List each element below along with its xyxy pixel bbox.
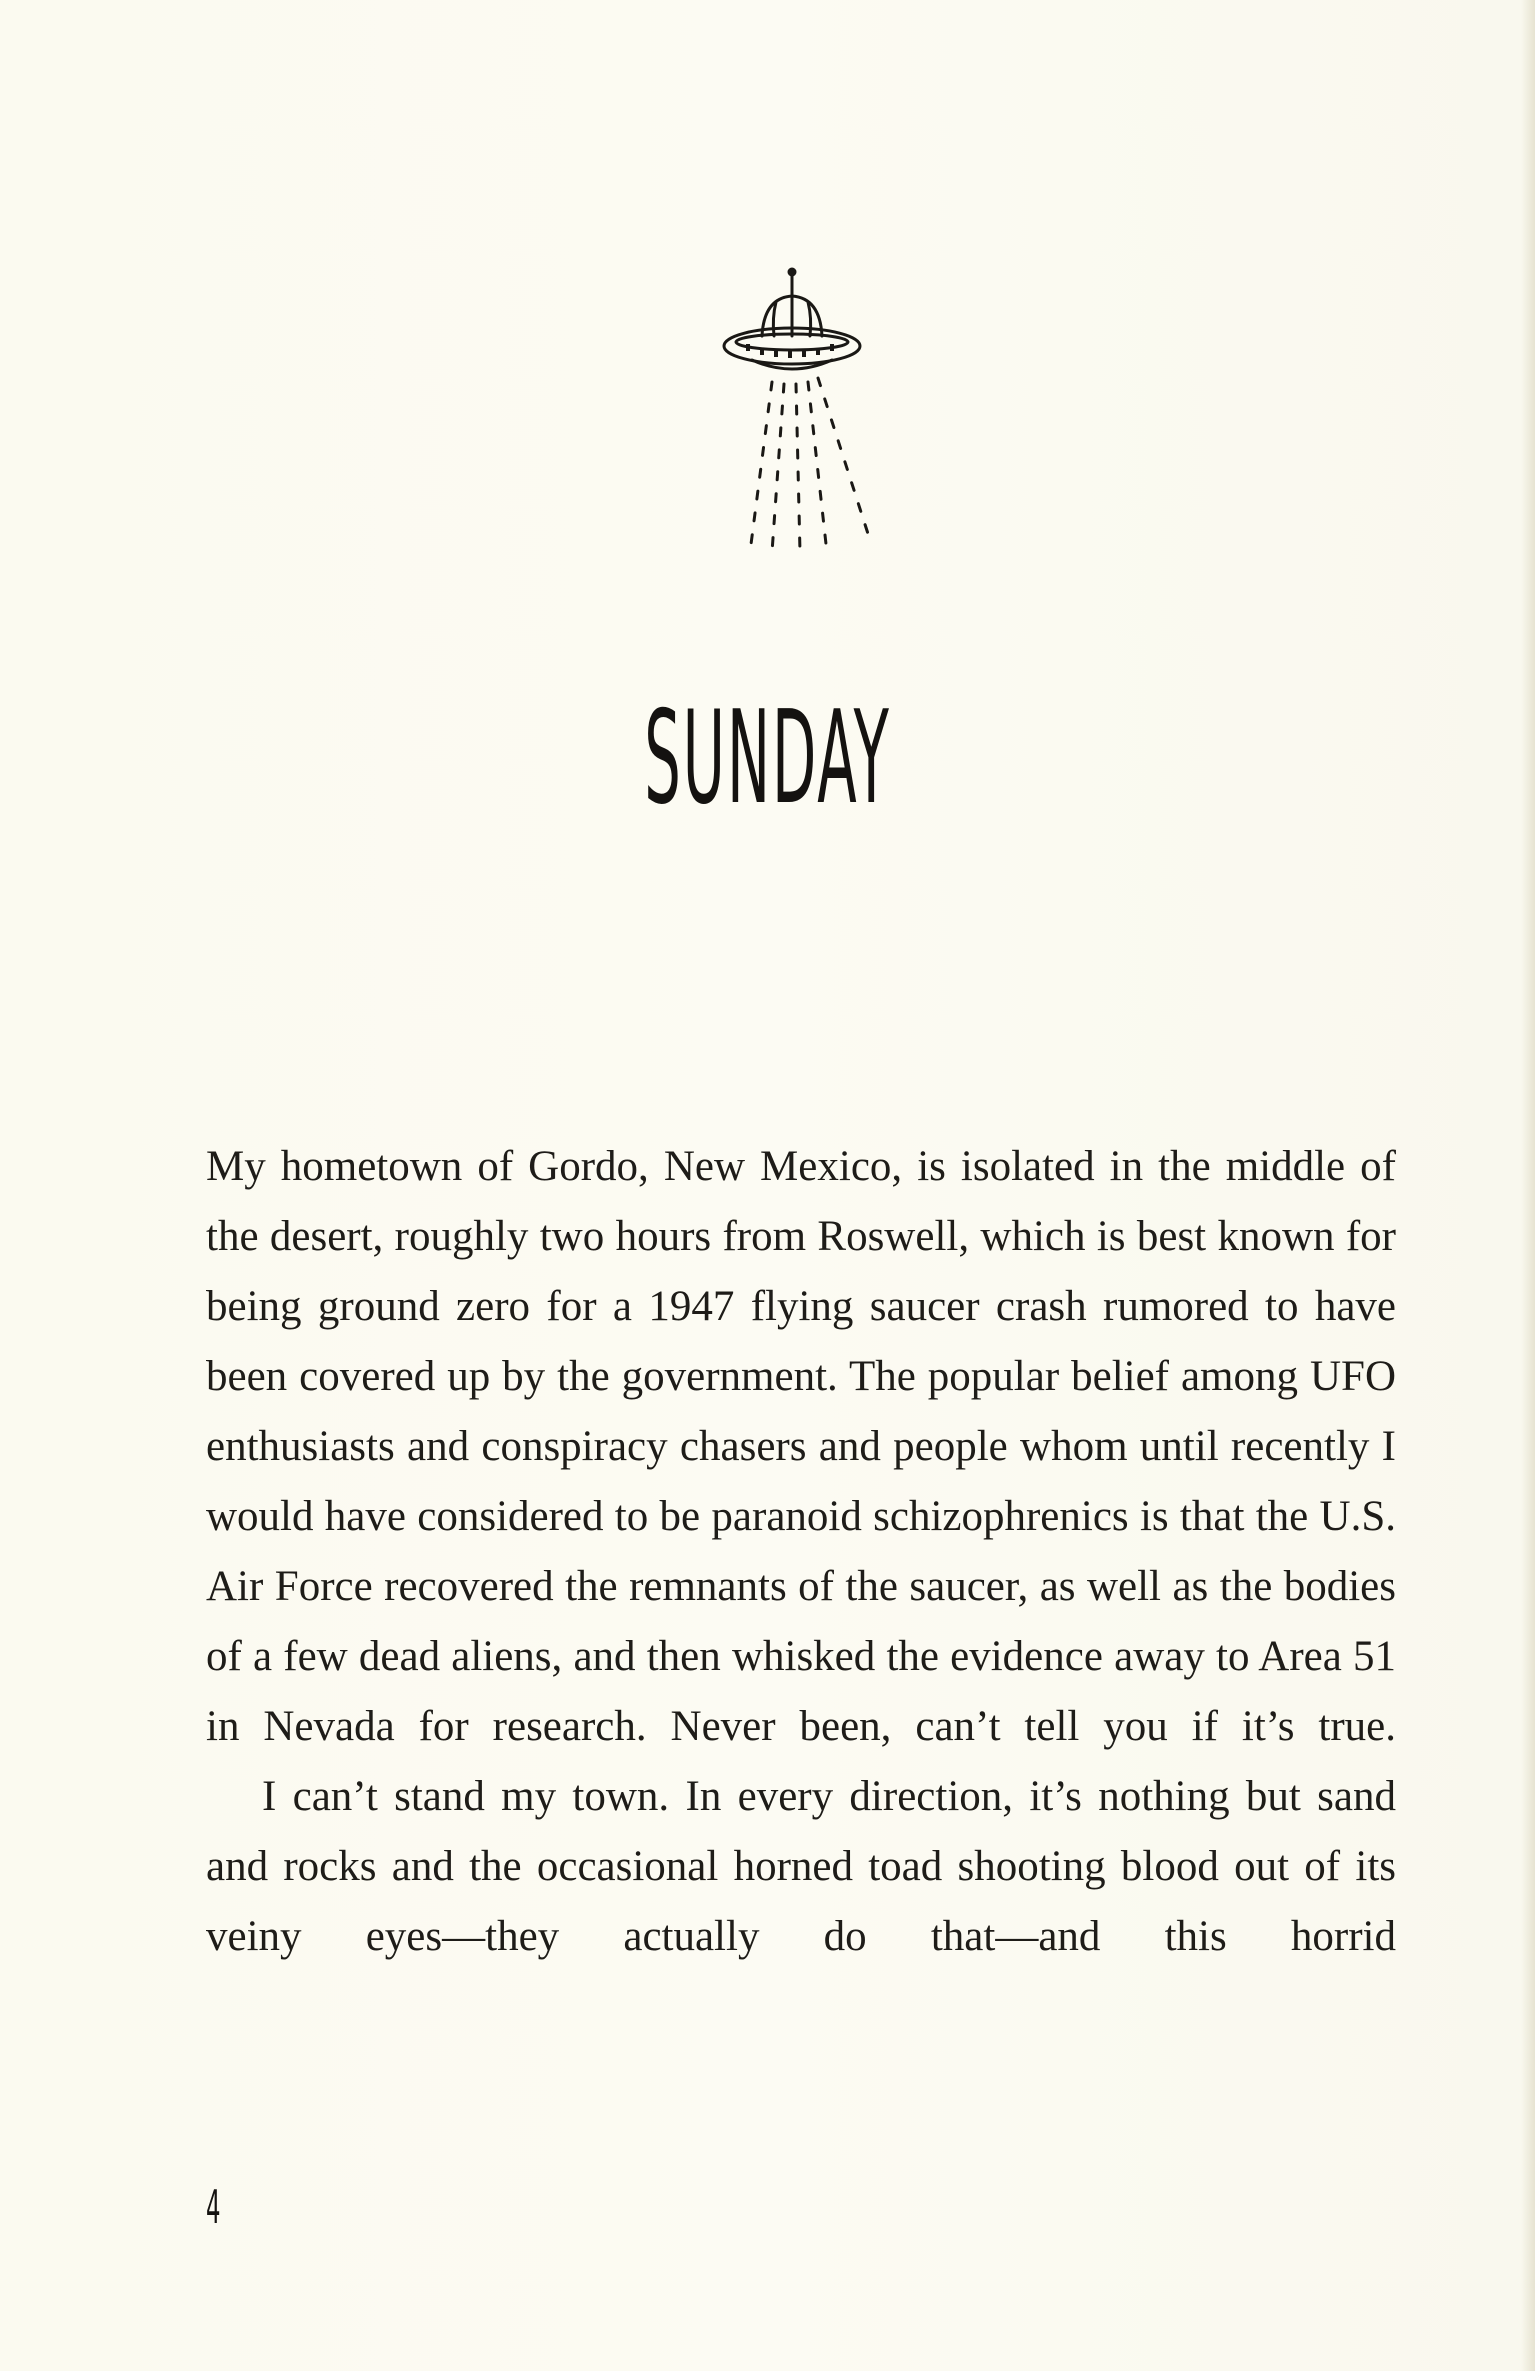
chapter-title: SUNDAY bbox=[644, 683, 891, 833]
page-edge-shadow bbox=[1521, 0, 1535, 2371]
paragraph: I can’t stand my town. In every direction, it’s nothing but sand and rocks and the occasional horned toad shooting blood out of its veiny eyes—they actually do that—and this horrid bbox=[206, 1773, 1396, 1960]
page-number: 4 bbox=[206, 2180, 221, 2234]
paragraph: My hometown of Gordo, New Mexico, is isolated in the middle of the desert, roughly two hours from Roswell, which is best known for being ground zero for a 1947 flying saucer crash rumored to have been covered up by the government. The popular belief among UFO enthusiasts and conspiracy chasers and people whom until recently I would have considered to be paranoid schizophrenics is that the U.S. Air Force recovered the remnants of the saucer, as well as the bodies of a few dead aliens, and then whisked the evidence away to Area 51 in Nevada for research. Never been, can’t tell you if it’s true. bbox=[206, 1143, 1396, 1750]
body-text bbox=[206, 1132, 1396, 1972]
ufo-beam-icon bbox=[710, 262, 900, 562]
